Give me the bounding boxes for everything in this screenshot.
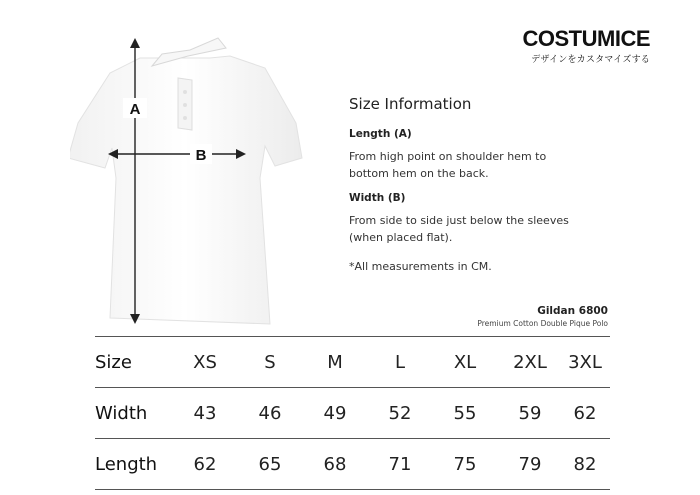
model-name: Gildan 6800 bbox=[537, 305, 608, 317]
width-label: B bbox=[195, 147, 207, 164]
table-cell: 79 bbox=[518, 454, 542, 475]
table-cell: 49 bbox=[323, 403, 347, 424]
length-description: From high point on shoulder hem to bottom hem on the back. bbox=[349, 150, 547, 180]
brand-name: COSTUMICE bbox=[522, 26, 650, 51]
table-row-length bbox=[95, 439, 610, 490]
shirt-button bbox=[183, 116, 187, 120]
shirt-button bbox=[183, 90, 187, 94]
table-row-size bbox=[95, 336, 610, 388]
table-cell: 43 bbox=[193, 403, 217, 424]
table-cell: L bbox=[394, 352, 406, 373]
table-cell: M bbox=[327, 352, 343, 373]
table-cell: 46 bbox=[258, 403, 282, 424]
length-arrow-head-top bbox=[130, 38, 140, 48]
table-cell: XS bbox=[193, 352, 217, 373]
model-description: Premium Cotton Double Pique Polo bbox=[477, 319, 608, 328]
table-cell: XL bbox=[453, 352, 477, 373]
table-cell: 59 bbox=[518, 403, 542, 424]
table-cell: 62 bbox=[193, 454, 217, 475]
length-label: A bbox=[129, 101, 141, 118]
measurement-note: *All measurements in CM. bbox=[349, 260, 492, 273]
row-label: Width bbox=[95, 403, 148, 424]
shirt-button bbox=[183, 103, 187, 107]
table-cell: 68 bbox=[323, 454, 347, 475]
width-description: From side to side just below the sleeves (when placed flat). bbox=[349, 214, 569, 244]
table-cell: 75 bbox=[453, 454, 477, 475]
table-cell: 55 bbox=[453, 403, 477, 424]
table-cell: 2XL bbox=[513, 352, 547, 373]
table-cell: 71 bbox=[388, 454, 412, 475]
table-row-width bbox=[95, 388, 610, 439]
table-cell: 62 bbox=[573, 403, 597, 424]
table-cell: S bbox=[264, 352, 276, 373]
row-label: Size bbox=[95, 352, 132, 373]
table-cell: 65 bbox=[258, 454, 282, 475]
brand-logo bbox=[520, 28, 650, 65]
size-info-title: Size Information bbox=[349, 95, 472, 113]
length-heading: Length (A) bbox=[349, 128, 412, 140]
row-label: Length bbox=[95, 454, 158, 475]
polo-shirt-diagram bbox=[70, 28, 310, 328]
width-heading: Width (B) bbox=[349, 192, 406, 204]
product-model bbox=[477, 305, 608, 328]
brand-tagline: デザインをカスタマイズする bbox=[531, 55, 650, 65]
size-chart-table bbox=[95, 336, 610, 490]
table-cell: 3XL bbox=[568, 352, 602, 373]
table-cell: 82 bbox=[573, 454, 597, 475]
table-cell: 52 bbox=[388, 403, 412, 424]
